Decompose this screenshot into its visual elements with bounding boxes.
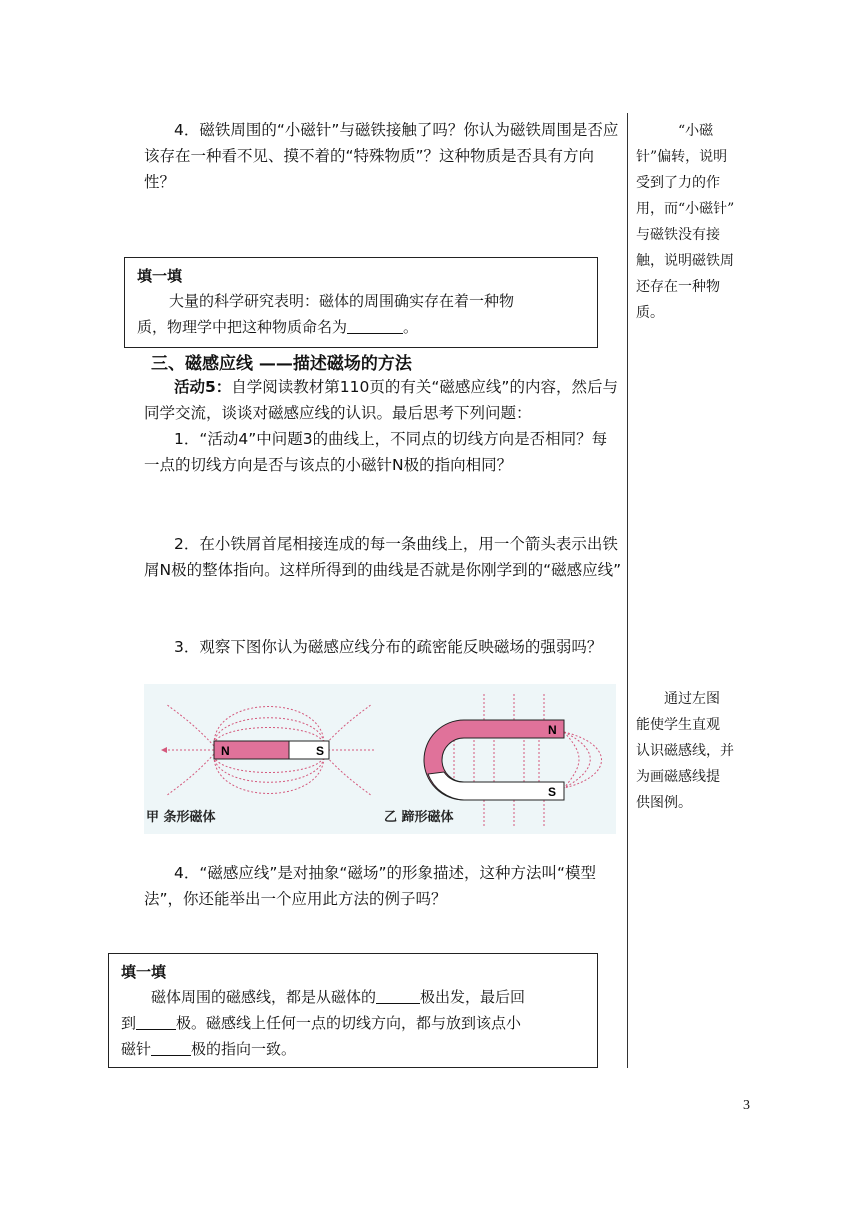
horseshoe-field-lines xyxy=(454,692,602,828)
page-number: 3 xyxy=(743,1098,750,1113)
blank[interactable] xyxy=(151,1039,191,1056)
section-title: 三、磁感应线 ——描述磁场的方法 xyxy=(151,354,412,374)
fill-in-box-2: 填一填 磁体周围的磁感线，都是从磁体的 极出发，最后回 到 极。磁感线上任何一点的切线方向，都与放到该点小 磁针 极的指向一致。 xyxy=(108,953,598,1068)
activity-5: 活动5：自学阅读教材第110页的有关“磁感应线”的内容，然后与同学交流，谈谈对磁感应线的认识。最后思考下列问题： xyxy=(144,378,618,422)
box-title: 填一填 xyxy=(121,963,167,981)
question-2: 2．在小铁屑首尾相接连成的每一条曲线上，用一个箭头表示出铁屑N极的整体指向。这样所得到的曲线是否就是你刚学到的“磁感应线” xyxy=(144,535,622,579)
horseshoe-n-label: N xyxy=(548,723,557,737)
caption-horseshoe-magnet: 乙 蹄形磁体 xyxy=(384,810,454,825)
caption-bar-magnet: 甲 条形磁体 xyxy=(146,810,216,825)
bar-n-label: N xyxy=(221,744,230,758)
blank[interactable] xyxy=(136,1013,176,1030)
box-title: 填一填 xyxy=(137,267,183,285)
column-divider xyxy=(627,113,628,1068)
blank[interactable] xyxy=(376,987,420,1004)
question-4: 4．磁铁周围的“小磁针”与磁铁接触了吗？你认为磁铁周围是否应该存在一种看不见、摸不着的“特殊物质”？这种物质是否具有方向性？ xyxy=(144,121,619,191)
bar-s-label: S xyxy=(316,744,325,758)
blank[interactable] xyxy=(347,317,403,334)
fill-in-box-1: 填一填 大量的科学研究表明：磁体的周围确实存在着一种物 质，物理学中把这种物质命名为 。 xyxy=(124,257,598,348)
question-3: 3．观察下图你认为磁感应线分布的疏密能反映磁场的强弱吗？ xyxy=(174,638,603,656)
magnetic-field-figure xyxy=(144,684,616,834)
horseshoe-s-label: S xyxy=(548,785,557,799)
side-note-2: 通过左图 能使学生直观 认识磁感线，并 为画磁感线提 供图例。 xyxy=(636,691,734,811)
question-4b: 4．“磁感应线”是对抽象“磁场”的形象描述，这种方法叫“模型法”，你还能举出一个应用此方法的例子吗？ xyxy=(144,864,597,908)
question-1: 1．“活动4”中问题3的曲线上，不同点的切线方向是否相同？每一点的切线方向是否与该点的小磁针N极的指向相同？ xyxy=(144,430,608,474)
side-note-1: “小磁 针”偏转，说明 受到了力的作 用，而“小磁针” 与磁铁没有接 触，说明磁铁周 还存在一种物 质。 xyxy=(636,123,735,321)
